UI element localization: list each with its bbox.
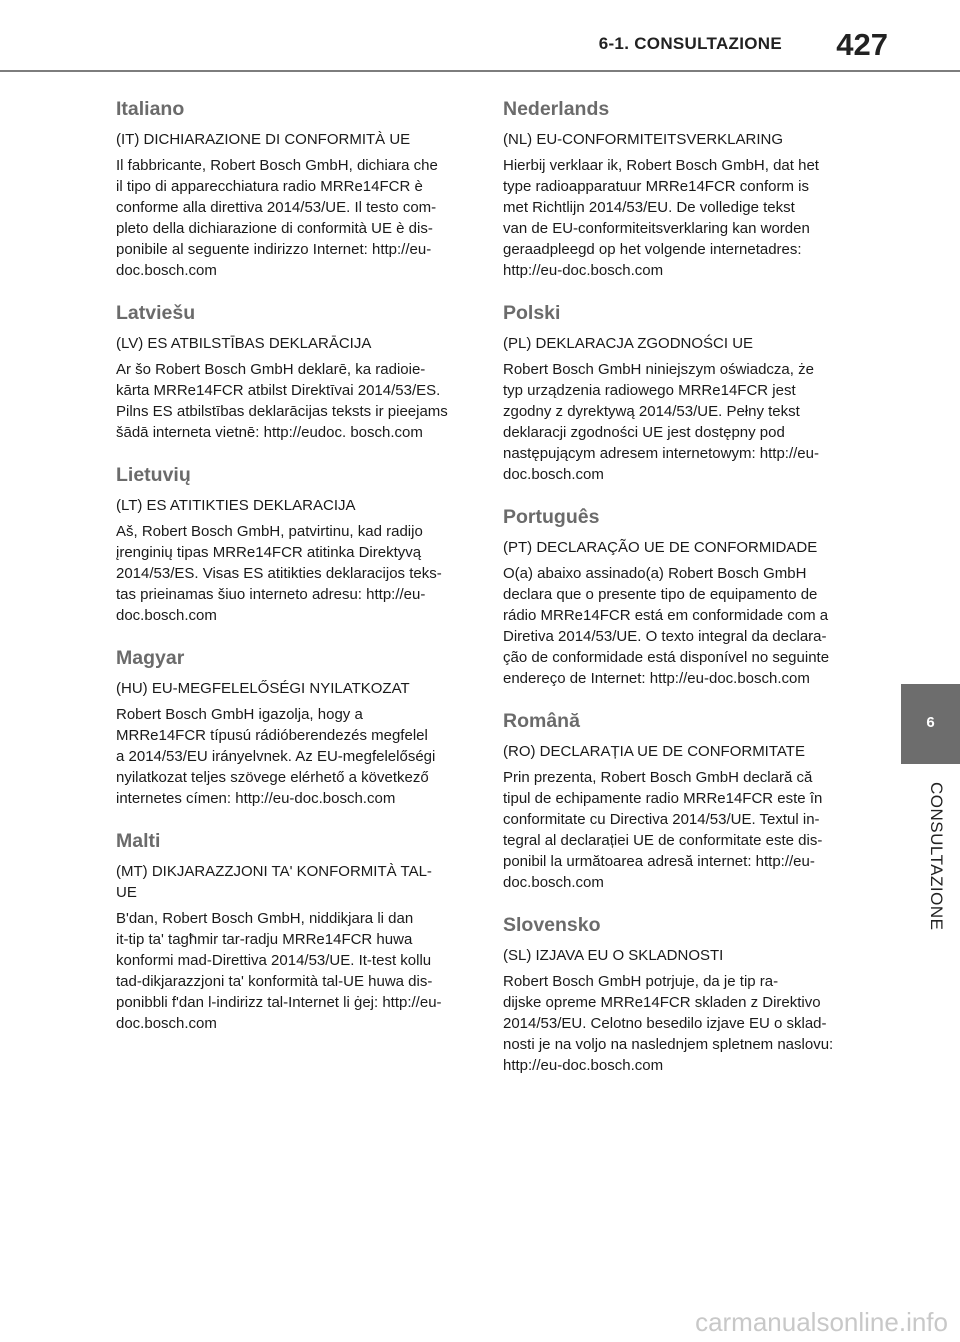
right-column <box>503 96 859 1095</box>
section-latviesu <box>116 300 474 443</box>
declaration-title: (NL) EU-CONFORMITEITSVERKLARING <box>503 131 784 148</box>
left-column <box>116 96 474 1053</box>
language-heading: Português <box>503 506 600 528</box>
watermark: carmanualsonline.info <box>695 1307 948 1337</box>
declaration-body: B'dan, Robert Bosch GmbH, niddikjara li dan it-tip ta' tagħmir tar-radju MRRe14FCR huwa konformi mad-Direttiva 2014/53/UE. It-test kollu tad-dikjarazzjoni ta' konformità tal-UE huwa dis- ponibbli f'dan l-indirizz tal-Internet li ġej: http://eu- doc.bosch.com <box>116 910 442 1032</box>
declaration-title: (SL) IZJAVA EU O SKLADNOSTI <box>503 947 724 964</box>
declaration-title: (IT) DICHIARAZIONE DI CONFORMITÀ UE <box>116 131 411 148</box>
section-portugues <box>503 504 859 689</box>
section-polski <box>503 300 859 485</box>
declaration-body: O(a) abaixo assinado(a) Robert Bosch GmbH declara que o presente tipo de equipamento de rádio MRRe14FCR está em conformidade com a Diretiva 2014/53/UE. O texto integral da declara- ção de conformidade está disponível no seguinte endereço de Internet: http://eu-doc.bosch.com <box>503 565 830 687</box>
section-romana <box>503 708 859 893</box>
language-heading: Malti <box>116 830 161 852</box>
header-divider <box>0 70 960 72</box>
declaration-title: (LV) ES ATBILSTĪBAS DEKLARĀCIJA <box>116 335 372 352</box>
running-header-title: 6-1. CONSULTAZIONE <box>598 34 782 53</box>
page-number: 427 <box>836 27 888 62</box>
declaration-body: Prin prezenta, Robert Bosch GmbH declară că tipul de echipamente radio MRRe14FCR este în conformitate cu Directiva 2014/53/UE. Textul in- tegral al declarației UE de conformitate este dis- ponibil la următoarea adresă internet: http://eu- doc.bosch.com <box>503 769 823 891</box>
language-heading: Latviešu <box>116 302 196 324</box>
declaration-title: (LT) ES ATITIKTIES DEKLARACIJA <box>116 497 356 514</box>
declaration-title: (HU) EU-MEGFELELŐSÉGI NYILATKOZAT <box>116 680 410 697</box>
declaration-body: Hierbij verklaar ik, Robert Bosch GmbH, dat het type radioapparatuur MRRe14FCR conform is met Richtlijn 2014/53/EU. De volledige tekst van de EU-conformiteitsverklaring kan worden geraadpleegd op het volgende internetadres: http://eu-doc.bosch.com <box>503 157 819 279</box>
declaration-title: (MT) DIKJARAZZJONI TA' KONFORMITÀ TAL- UE <box>116 863 432 901</box>
language-heading: Polski <box>503 302 561 324</box>
declaration-body: Ar šo Robert Bosch GmbH deklarē, ka radioie- kārta MRRe14FCR atbilst Direktīvai 2014/53/ES. Pilns ES atbilstības deklarācijas teksts ir pieejams šādā interneta vietnē: http://eudoc. bosch.com <box>116 361 448 441</box>
section-magyar <box>116 645 474 809</box>
language-heading: Română <box>503 710 580 732</box>
declaration-title: (PT) DECLARAÇÃO UE DE CONFORMIDADE <box>503 539 818 556</box>
section-malti <box>116 828 474 1034</box>
chapter-tab <box>901 684 960 764</box>
language-heading: Magyar <box>116 647 185 669</box>
section-nederlands <box>503 96 859 281</box>
declaration-title: (PL) DEKLARACJA ZGODNOŚCI UE <box>503 335 754 352</box>
section-lietuviu <box>116 462 474 626</box>
declaration-title: (RO) DECLARAȚIA UE DE CONFORMITATE <box>503 743 805 760</box>
chapter-number: 6 <box>926 714 935 731</box>
declaration-body: Robert Bosch GmbH igazolja, hogy a MRRe14FCR típusú rádióberendezés megfelel a 2014/53/EU irányelvnek. Az EU-megfelelőségi nyilatkozat teljes szövege elérhető a következő internetes címen: http://eu-doc.bosch.com <box>116 706 436 807</box>
declaration-body: Robert Bosch GmbH niniejszym oświadcza, że typ urządzenia radiowego MRRe14FCR jest zgodny z dyrektywą 2014/53/UE. Pełny tekst deklaracji zgodności UE jest dostępny pod następującym adresem internetowym: http://eu- doc.bosch.com <box>503 361 819 483</box>
language-heading: Nederlands <box>503 98 610 120</box>
language-heading: Italiano <box>116 98 185 120</box>
language-heading: Slovensko <box>503 914 601 936</box>
section-italiano <box>116 96 474 281</box>
language-heading: Lietuvių <box>116 464 191 486</box>
section-slovensko <box>503 912 859 1076</box>
declaration-body: Aš, Robert Bosch GmbH, patvirtinu, kad radijo įrenginių tipas MRRe14FCR atitinka Direktyvą 2014/53/ES. Visas ES atitikties deklaracijos teks- tas prieinamas šiuo interneto adresu: http://eu- doc.bosch.com <box>116 523 442 624</box>
chapter-label: CONSULTAZIONE <box>927 782 946 931</box>
declaration-body: Il fabbricante, Robert Bosch GmbH, dichiara che il tipo di apparecchiatura radio MRRe14FCR è conforme alla direttiva 2014/53/UE. Il testo com- pleto della dichiarazione di conformità UE è dis- ponibile al seguente indirizzo Internet: http://eu- doc.bosch.com <box>116 157 438 279</box>
declaration-body: Robert Bosch GmbH potrjuje, da je tip ra- dijske opreme MRRe14FCR skladen z Direktivo 2014/53/EU. Celotno besedilo izjave EU o sklad- nosti je na voljo na naslednjem spletnem naslovu: http://eu-doc.bosch.com <box>503 973 834 1074</box>
